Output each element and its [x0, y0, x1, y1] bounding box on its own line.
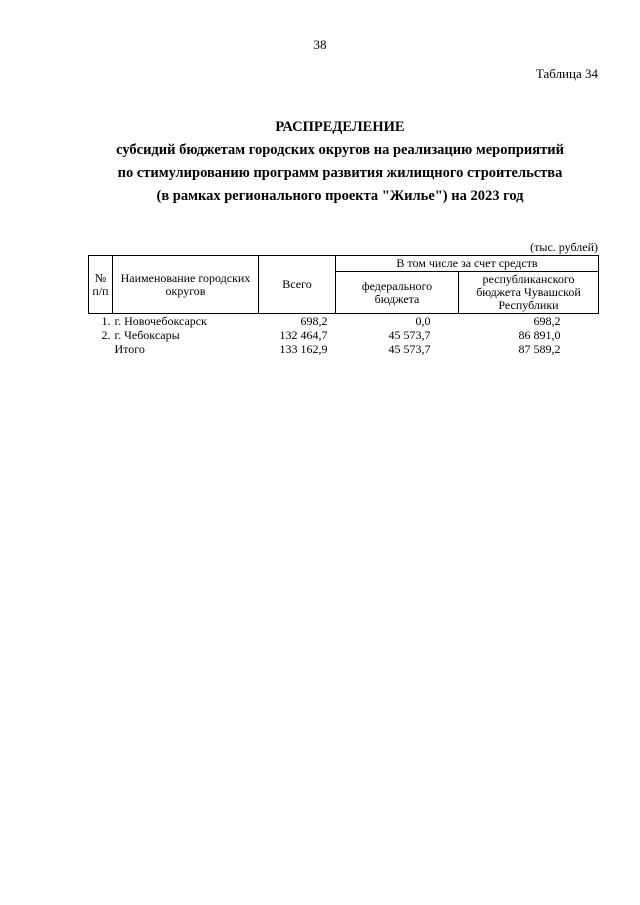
row-num: 2.	[101, 328, 111, 342]
row-federal: 45 573,7	[388, 328, 431, 342]
row-total: 132 464,7	[279, 328, 328, 342]
row-federal: 45 573,7	[388, 342, 431, 356]
subsidy-table	[88, 255, 599, 356]
units-label: (тыс. рублей)	[530, 240, 598, 254]
title-line-3: по стимулированию программ развития жилищного строительства	[117, 165, 563, 181]
row-total: 698,2	[300, 314, 328, 328]
page-number: 38	[313, 37, 327, 52]
title-line-4: (в рамках регионального проекта "Жилье") на 2023 год	[156, 188, 524, 204]
header-name: Наименование городских округов	[113, 256, 259, 314]
table-row	[89, 328, 599, 342]
row-num	[89, 342, 113, 356]
header-republic: республиканского бюджета Чувашской Республики	[459, 272, 599, 314]
table-label: Таблица 34	[535, 66, 598, 81]
row-name: г. Чебоксары	[114, 328, 180, 342]
header-group: В том числе за счет средств	[336, 256, 599, 272]
header-num: № п/п	[89, 256, 113, 314]
row-name: Итого	[114, 342, 145, 356]
row-republic: 87 589,2	[518, 342, 561, 356]
row-federal: 0,0	[415, 314, 431, 328]
row-republic: 698,2	[533, 314, 561, 328]
document-title	[60, 116, 620, 208]
row-num: 1.	[101, 314, 111, 328]
header-federal: федерального бюджета	[336, 272, 459, 314]
row-republic: 86 891,0	[518, 328, 561, 342]
row-total: 133 162,9	[279, 342, 328, 356]
table-row-total	[89, 342, 599, 356]
header-total: Всего	[259, 256, 336, 314]
title-line-1: РАСПРЕДЕЛЕНИЕ	[275, 119, 405, 135]
table-row	[89, 314, 599, 329]
row-name: г. Новочебоксарск	[114, 314, 207, 328]
title-line-2: субсидий бюджетам городских округов на реализацию мероприятий	[116, 142, 564, 158]
